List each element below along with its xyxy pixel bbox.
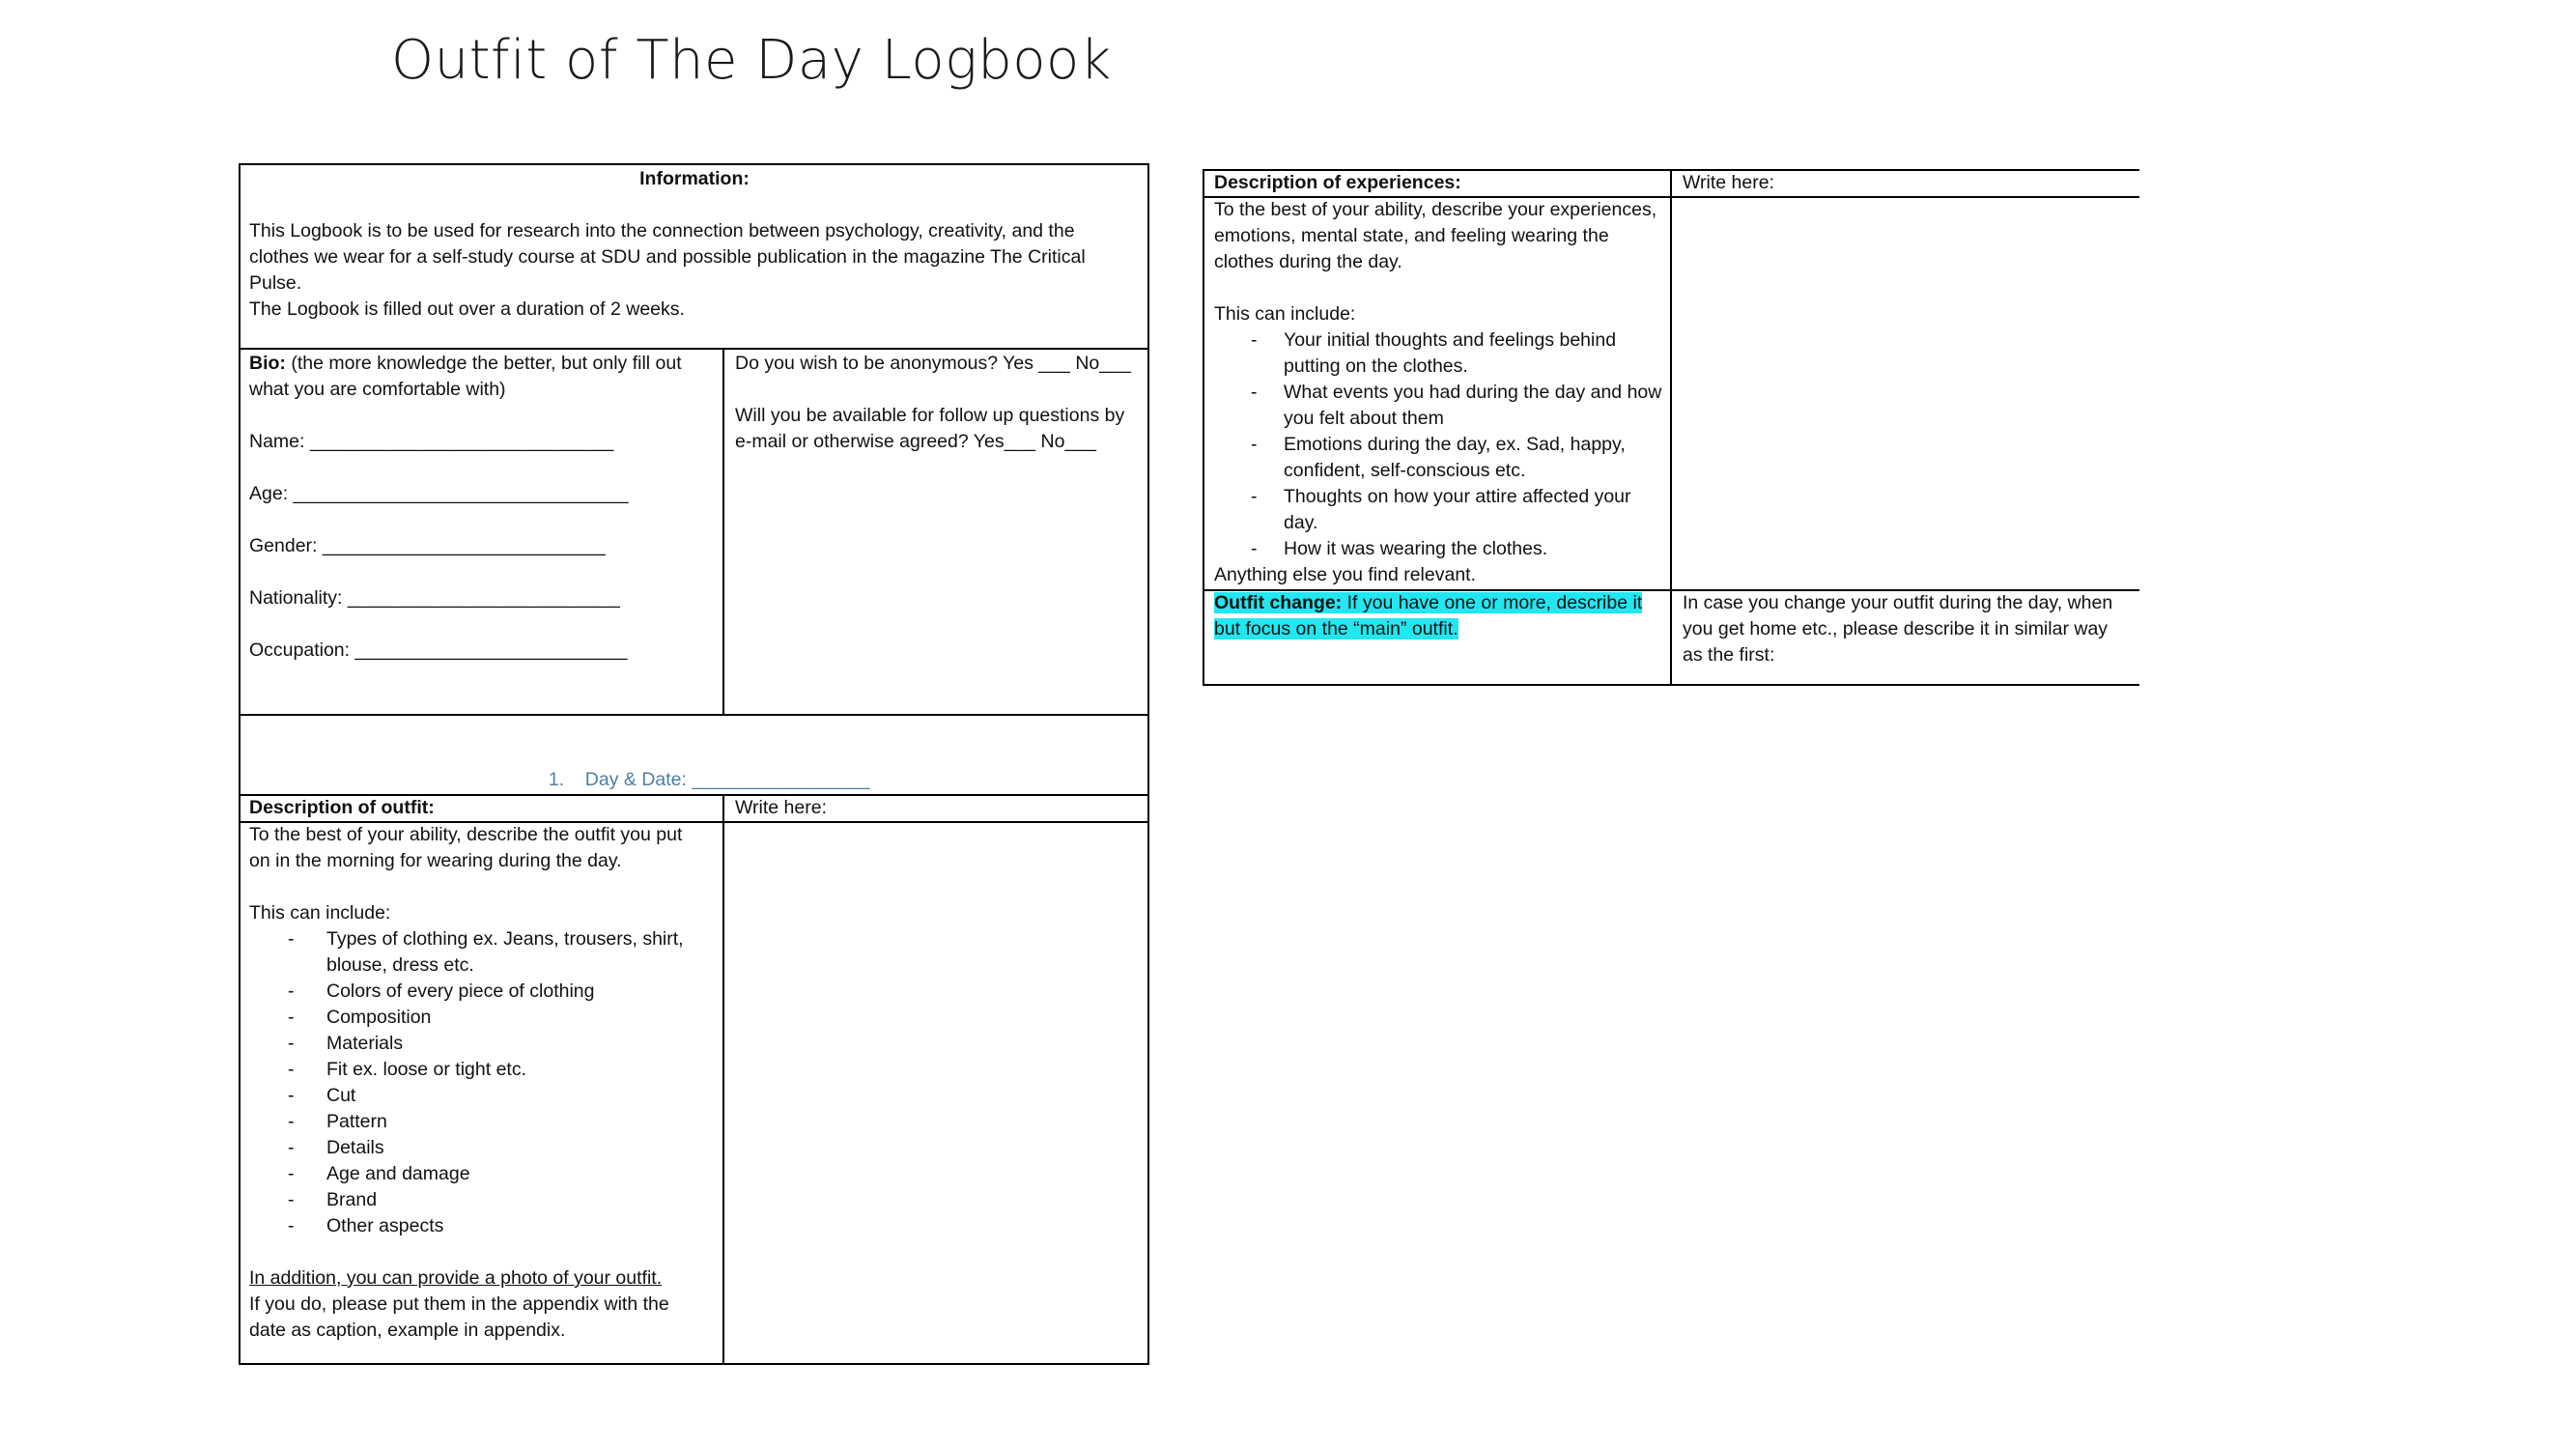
- bio-note: (the more knowledge the better, but only fill out what you are comfortable with): [249, 353, 682, 400]
- list-item: - Pattern: [249, 1109, 703, 1135]
- outfit-change-instruction[interactable]: In case you change your outfit during the day, when you get home etc., please describe it in similar way as the first:: [1683, 592, 2113, 666]
- outfit-intro: To the best of your ability, describe the outfit you put on in the morning for wearing during the day.: [249, 824, 683, 871]
- information-line: This Logbook is to be used for research into the connection between psychology, creativity, and the: [249, 220, 1075, 242]
- outfit-change-label: Outfit change:: [1214, 592, 1343, 613]
- list-item: - Age and damage: [249, 1161, 703, 1187]
- list-item: - Brand: [249, 1187, 703, 1213]
- list-item: - Types of clothing ex. Jeans, trousers, shirt, blouse, dress etc.: [249, 926, 703, 979]
- information-line: clothes we wear for a self-study course at SDU and possible publication in the magazine The Critical: [249, 246, 1086, 268]
- experiences-write-area[interactable]: [1672, 198, 2139, 589]
- outfit-change-cell: [1214, 590, 1663, 642]
- outfit-can-include: This can include:: [249, 902, 391, 923]
- list-item: - Materials: [249, 1031, 703, 1057]
- list-item: - Colors of every piece of clothing: [249, 979, 703, 1005]
- followup-question[interactable]: Will you be available for follow up questions by e-mail or otherwise agreed? Yes___ No___: [735, 405, 1125, 452]
- outfit-items-list: [249, 926, 703, 1239]
- day-number: 1.: [548, 769, 565, 790]
- page-title: Outfit of The Day Logbook: [391, 29, 1112, 92]
- list-item: - Cut: [249, 1083, 703, 1109]
- outfit-heading: Description of outfit:: [249, 797, 435, 818]
- information-cell: [249, 166, 1140, 323]
- experiences-write-here-label: Write here:: [1683, 172, 1775, 193]
- list-item: - How it was wearing the clothes.: [1214, 536, 1663, 562]
- anonymous-question[interactable]: Do you wish to be anonymous? Yes ___ No___: [735, 353, 1131, 374]
- list-item: - Details: [249, 1135, 703, 1161]
- experiences-can-include: This can include:: [1214, 303, 1356, 325]
- day-date-row: [538, 741, 870, 793]
- age-field[interactable]: Age: ________________________________: [249, 483, 629, 504]
- list-item: - Thoughts on how your attire affected your day.: [1214, 484, 1663, 536]
- outfit-write-area[interactable]: [724, 823, 1147, 1363]
- outfit-change-text: If you have one or more, describe it but focus on the “main” outfit.: [1214, 592, 1643, 639]
- list-item: - What events you had during the day and how you felt about them: [1214, 380, 1663, 432]
- occupation-field[interactable]: Occupation: __________________________: [249, 639, 628, 661]
- list-item: - Composition: [249, 1005, 703, 1031]
- name-field[interactable]: Name: _____________________________: [249, 431, 614, 452]
- information-line: The Logbook is filled out over a duration of 2 weeks.: [249, 298, 685, 320]
- list-item: - Emotions during the day, ex. Sad, happy, confident, self-conscious etc.: [1214, 432, 1663, 484]
- bio-label: Bio:: [249, 353, 286, 374]
- information-line: Pulse.: [249, 272, 302, 294]
- experiences-items-list: [1214, 327, 1663, 562]
- experiences-description: [1214, 197, 1663, 588]
- bio-cell: [249, 351, 694, 664]
- photo-note: In addition, you can provide a photo of your outfit.: [249, 1267, 663, 1289]
- nationality-field[interactable]: Nationality: __________________________: [249, 587, 620, 609]
- outfit-description: [249, 822, 703, 1344]
- experiences-heading: Description of experiences:: [1214, 172, 1461, 193]
- anything-else: Anything else you find relevant.: [1214, 564, 1477, 585]
- day-date-field[interactable]: Day & Date: _________________: [584, 769, 870, 790]
- list-item: - Your initial thoughts and feelings behind putting on the clothes.: [1214, 327, 1663, 380]
- experiences-intro: To the best of your ability, describe your experiences, emotions, mental state, and feeling wearing the clothes during the day.: [1214, 199, 1657, 272]
- bio-intro: [249, 351, 694, 403]
- list-item: - Fit ex. loose or tight etc.: [249, 1057, 703, 1083]
- gender-field[interactable]: Gender: ___________________________: [249, 535, 606, 556]
- list-item: - Other aspects: [249, 1213, 703, 1239]
- questions-cell: [735, 351, 1141, 455]
- appendix-note: If you do, please put them in the appendix with the date as caption, example in appendix.: [249, 1293, 669, 1341]
- information-heading: Information:: [639, 168, 750, 189]
- outfit-write-here-label: Write here:: [735, 797, 828, 818]
